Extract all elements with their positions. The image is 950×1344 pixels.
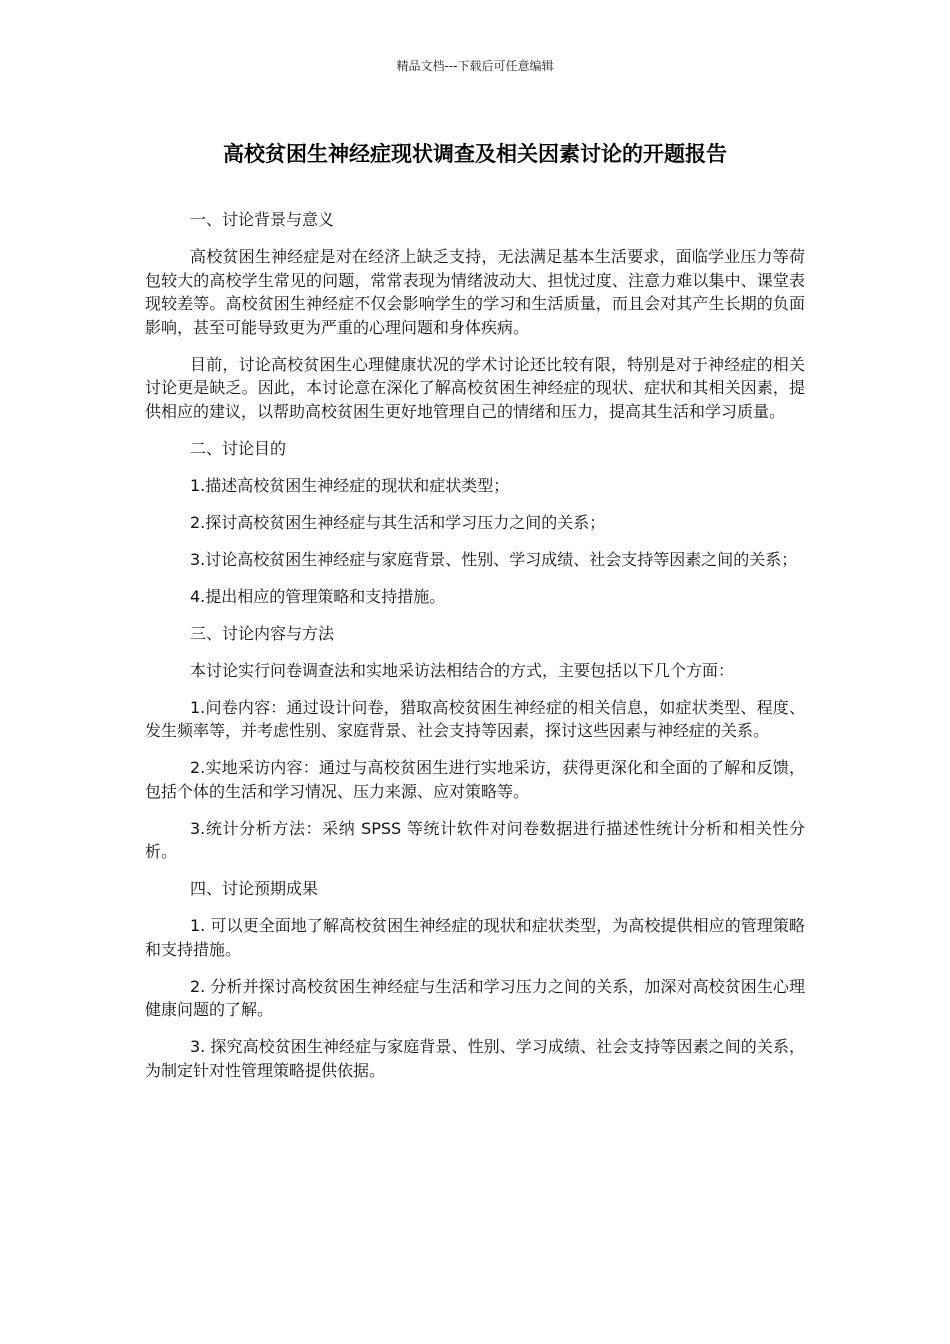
list-item: 1.描述高校贫困生神经症的现状和症状类型； xyxy=(190,475,510,495)
list-item: 2. 分析并探讨高校贫困生神经症与生活和学习压力之间的关系，加深对高校贫困生心理健康问题的了解。 xyxy=(145,976,805,1019)
body-paragraph: 高校贫困生神经症是对在经济上缺乏支持，无法满足基本生活要求，面临学业压力等荷包较大的高校学生常见的问题，常常表现为情绪波动大、担忧过度、注意力难以集中、课堂表现较差等。高校贫困生神经症不仅会影响学生的学习和生活质量，而且会对其产生长期的负面影响，甚至可能导致更为严重的心理问题和身体疾病。 xyxy=(145,247,805,337)
body-paragraph: 目前，讨论高校贫困生心理健康状况的学术讨论还比较有限，特别是对于神经症的相关讨论更是缺乏。因此，本讨论意在深化了解高校贫困生神经症的现状、症状和其相关因素，提供相应的建议，以帮助高校贫困生更好地管理自己的情绪和压力，提高其生活和学习质量。 xyxy=(145,354,805,421)
list-item: 2.探讨高校贫困生神经症与其生活和学习压力之间的关系； xyxy=(190,512,606,532)
section-heading-purpose: 二、讨论目的 xyxy=(190,438,287,458)
list-item: 2.实地采访内容：通过与高校贫困生进行实地采访，获得更深化和全面的了解和反馈，包括个体的生活和学习情况、压力来源、应对策略等。 xyxy=(145,758,805,801)
section-heading-background: 一、讨论背景与意义 xyxy=(190,210,335,229)
page-header-note: 精品文档---下载后可任意编辑 xyxy=(396,59,554,73)
list-item: 3. 探究高校贫困生神经症与家庭背景、性别、学习成绩、社会支持等因素之间的关系，为制定针对性管理策略提供依据。 xyxy=(145,1037,805,1080)
section-heading-expected-results: 四、讨论预期成果 xyxy=(190,879,319,898)
document-body xyxy=(145,208,805,1096)
body-paragraph: 本讨论实行问卷调查法和实地采访法相结合的方式，主要包括以下几个方面： xyxy=(190,660,735,680)
list-item: 3.讨论高校贫困生神经症与家庭背景、性别、学习成绩、社会支持等因素之间的关系； xyxy=(190,549,798,569)
section-heading-content-method: 三、讨论内容与方法 xyxy=(190,623,335,643)
list-item: 3.统计分析方法：采纳 SPSS 等统计软件对问卷数据进行描述性统计分析和相关性分析。 xyxy=(145,818,805,861)
list-item: 1. 可以更全面地了解高校贫困生神经症的现状和症状类型，为高校提供相应的管理策略和支持措施。 xyxy=(145,916,805,959)
document-title: 高校贫困生神经症现状调查及相关因素讨论的开题报告 xyxy=(223,142,727,166)
list-item: 1.问卷内容：通过设计问卷，猎取高校贫困生神经症的相关信息，如症状类型、程度、发生频率等，并考虑性别、家庭背景、社会支持等因素，探讨这些因素与神经症的关系。 xyxy=(145,697,805,740)
list-item: 4.提出相应的管理策略和支持措施。 xyxy=(190,586,446,606)
